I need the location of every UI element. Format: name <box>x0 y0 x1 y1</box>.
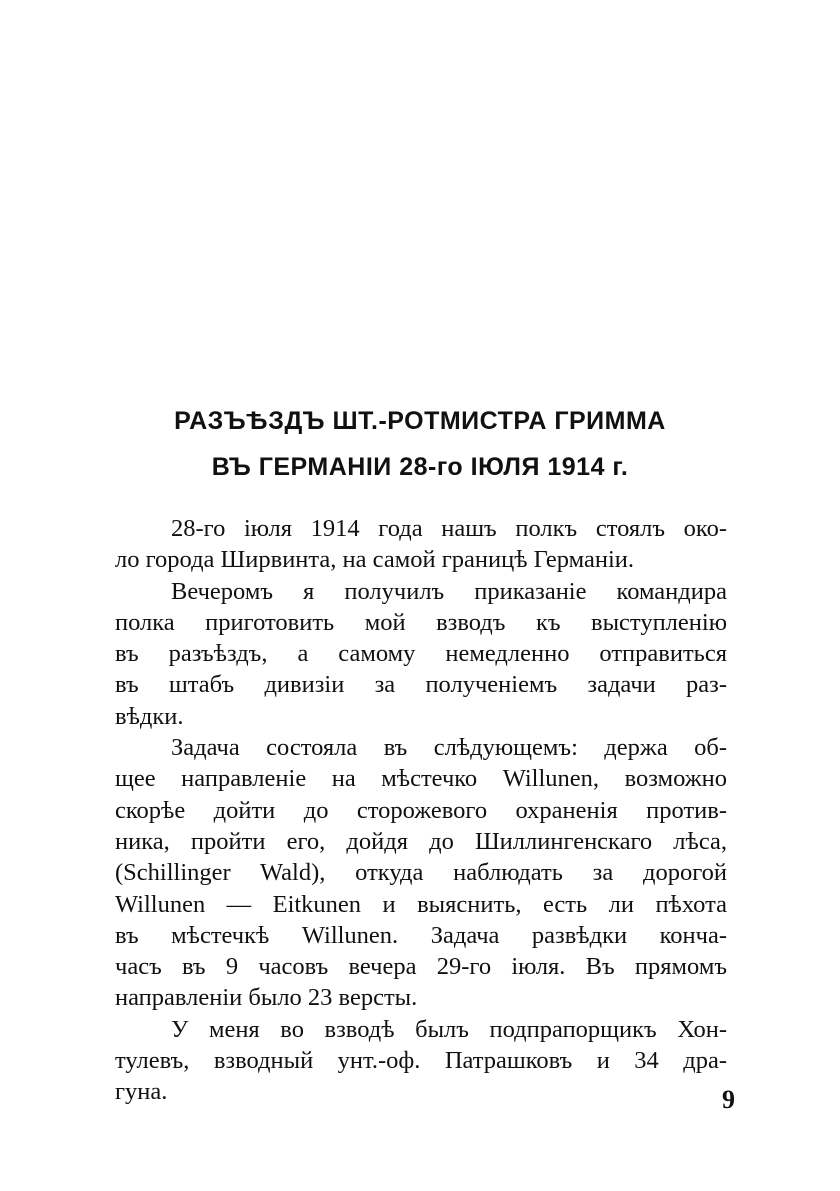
body-text <box>115 513 727 1108</box>
text-line: Willunen — Eitkunen и выяснить, есть ли пѣхота <box>115 890 727 918</box>
text-line: въ мѣстечкѣ Willunen. Задача развѣдки конча- <box>115 921 727 949</box>
chapter-title-line-1: РАЗЪѢЗДЪ ШТ.-РОТМИСТРА ГРИММА <box>174 407 666 435</box>
text-line: полка приготовить мой взводъ къ выступленію <box>115 608 727 636</box>
text-line: въ штабъ дивизіи за полученіемъ задачи раз- <box>115 671 727 699</box>
text-line: часъ въ 9 часовъ вечера 29-го іюля. Въ прямомъ <box>115 953 727 981</box>
paragraph <box>115 732 727 1014</box>
paragraph <box>115 576 727 732</box>
text-line: щее направленіе на мѣстечко Willunen, возможно <box>115 765 727 793</box>
text-line: 28-го іюля 1914 года нашъ полкъ стоялъ око- <box>171 515 727 542</box>
paragraph <box>115 1014 727 1108</box>
paragraph <box>115 513 727 576</box>
text-line: ника, пройти его, дойдя до Шиллингенскаго лѣса, <box>115 827 727 855</box>
text-line: скорѣе дойти до сторожевого охраненія против- <box>115 796 727 824</box>
text-line: гуна. <box>115 1078 168 1106</box>
text-line: Вечеромъ я получилъ приказаніе командира <box>171 577 727 605</box>
chapter-title-line-2: ВЪ ГЕРМАНІИ 28-го ІЮЛЯ 1914 г. <box>211 453 629 481</box>
text-line: У меня во взводѣ былъ подпрапорщикъ Хон- <box>171 1015 727 1043</box>
page-number: 9 <box>722 1085 735 1114</box>
text-line: (Schillinger Wald), откуда наблюдать за дорогой <box>115 859 727 887</box>
text-line: ло города Ширвинта, на самой границѣ Германіи. <box>115 546 635 574</box>
text-line: тулевъ, взводный унт.-оф. Патрашковъ и 34 дра- <box>115 1047 727 1075</box>
text-line: въ разъѣздъ, а самому немедленно отправиться <box>115 640 727 668</box>
text-line: направленіи было 23 версты. <box>115 984 418 1012</box>
text-line: Задача состояла въ слѣдующемъ: держа об- <box>171 734 727 762</box>
text-line: вѣдки. <box>115 702 184 730</box>
